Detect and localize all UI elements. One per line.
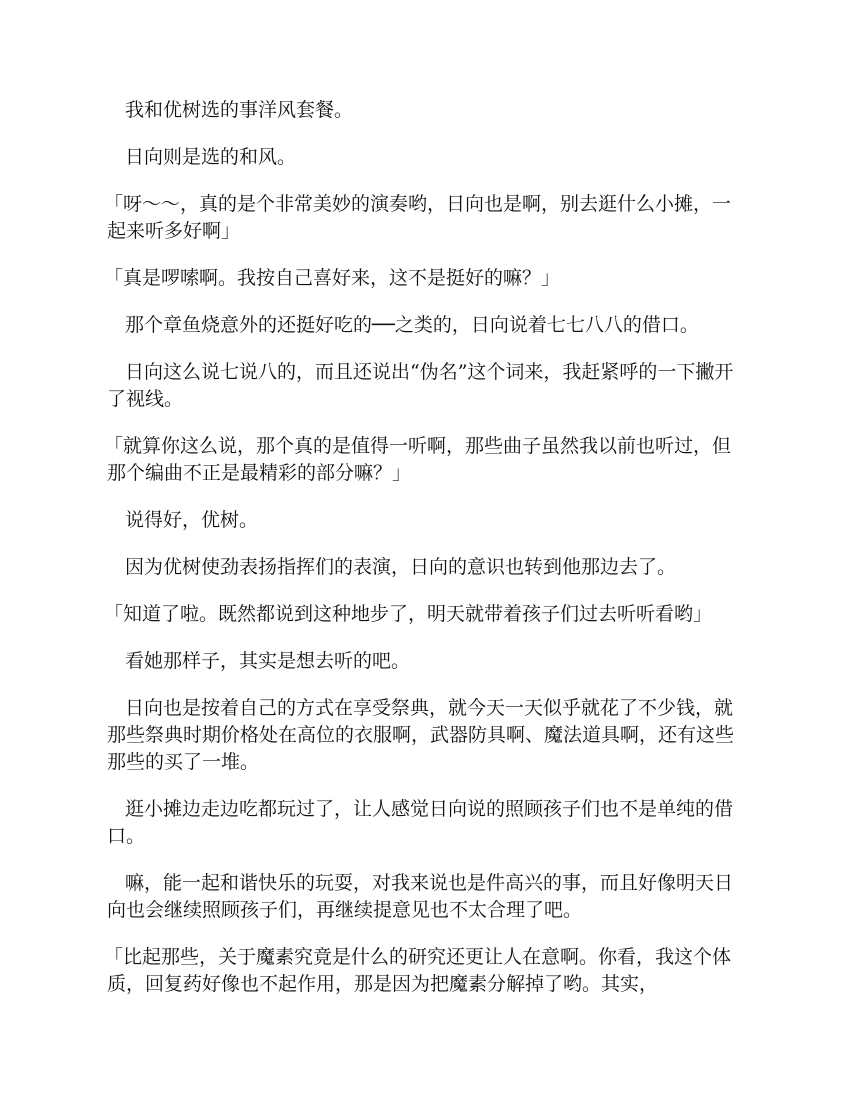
paragraph: 因为优树使劲表扬指挥们的表演，日向的意识也转到他那边去了。 — [125, 556, 677, 578]
paragraph: 日向这么说七说八的，而且还说出“伪名”这个词来，我赶紧呼的一下撇开了视线。 — [107, 361, 734, 410]
body-text — [104, 97, 747, 1018]
dialogue-paragraph: 「知道了啦。既然都说到这种地步了，明天就带着孩子们过去听听看哟」 — [104, 603, 713, 625]
paragraph: 说得好，优树。 — [125, 509, 259, 531]
dialogue-paragraph: 「真是啰嗦啊。我按自己喜好来，这不是挺好的嘛？」 — [104, 267, 561, 289]
paragraph: 嘛，能一起和谐快乐的玩耍，对我来说也是件高兴的事，而且好像明天日向也会继续照顾孩子们，再继续提意见也不太合理了吧。 — [107, 872, 734, 921]
paragraph: 那个章鱼烧意外的还挺好吃的──之类的，日向说着七七八八的借口。 — [125, 314, 699, 336]
paragraph: 日向则是选的和风。 — [125, 146, 297, 168]
paragraph: 日向也是按着自己的方式在享受祭典，就今天一天似乎就花了不少钱，就那些祭典时期价格处在高位的衣服啊，武器防具啊、魔法道具啊，还有这些那些的买了一堆。 — [107, 697, 735, 773]
paragraph: 我和优树选的事洋风套餐。 — [125, 99, 354, 121]
dialogue-paragraph: 「比起那些，关于魔素究竟是什么的研究还更让人在意啊。你看，我这个体质，回复药好像也不起作用，那是因为把魔素分解掉了哟。其实， — [104, 946, 732, 995]
dialogue-paragraph: 「就算你这么说，那个真的是值得一听啊，那些曲子虽然我以前也听过，但那个编曲不正是最精彩的部分嘛？」 — [104, 435, 732, 484]
paragraph: 逛小摊边走边吃都玩过了，让人感觉日向说的照顾孩子们也不是单纯的借口。 — [107, 798, 734, 847]
dialogue-paragraph: 「呀～～，真的是个非常美妙的演奏哟，日向也是啊，别去逛什么小摊，一起来听多好啊」 — [104, 193, 732, 242]
paragraph: 看她那样子，其实是想去听的吧。 — [125, 650, 411, 672]
